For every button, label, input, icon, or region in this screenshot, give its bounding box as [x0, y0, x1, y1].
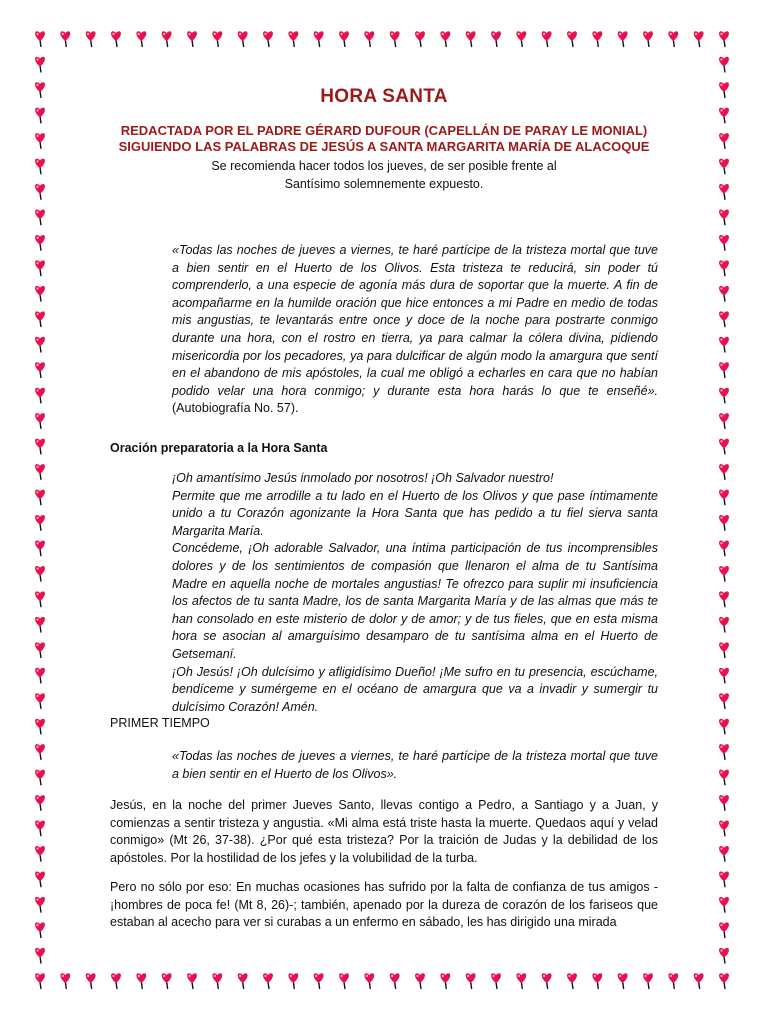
- body-paragraph-2: [110, 879, 658, 932]
- prayer-paragraph: Concédeme, ¡Oh adorable Salvador, una íntima participación de tus incomprensibles dolores y de los sentimientos de compasión que llenaron el alma de tu Santísima Madre en aquella noche de mortales angustias! Te ofrezco para suplir mi insuficiencia los afectos de tu santa Madre, los de santa Margarita María y de las almas que más te han consolado en este misterio de dolor y de amor; y de tus fieles, que en esta misma hora se asocian al amarguísimo desamparo de tu santísima alma en el Huerto de Getsemaní.: [172, 541, 658, 661]
- first-time-quote: [172, 748, 658, 783]
- intro-quote: [172, 242, 658, 418]
- preparatory-prayer: [172, 470, 658, 716]
- body-paragraph-1-text: Jesús, en la noche del primer Jueves Santo, llevas contigo a Pedro, a Santiago y a Juan, y comienzas a sentir tristeza y angustia. «Mi alma está triste hasta la muerte. Quedaos aquí y velad conmigo» (Mt 26, 37-38). ¿Por qué esta tristeza? Por la traición de Judas y la debilidad de los apóstoles. Por la hostilidad de los jefes y la volubilidad de la turba.: [110, 798, 658, 865]
- body-paragraph-1: [110, 797, 658, 867]
- first-time-quote-text: «Todas las noches de jueves a viernes, te haré partícipe de la tristeza mortal que tuve a bien sentir en el Huerto de los Olivos».: [172, 749, 658, 781]
- recommendation-line-1: Se recomienda hacer todos los jueves, de ser posible frente al: [211, 159, 557, 173]
- subtitle-line-1: REDACTADA POR EL PADRE GÉRARD DUFOUR (CAPELLÁN DE PARAY LE MONIAL): [120, 123, 648, 138]
- body-paragraph-2-text: Pero no sólo por eso: En muchas ocasiones has sufrido por la falta de confianza de tus amigos -¡hombres de poca fe! (Mt 8, 26)-; también, apenado por la dureza de corazón de los fariseos que estaban al acecho para ver si curabas a un enfermo en sábado, les has dirigido una mirada: [110, 880, 658, 930]
- prayer-paragraph: ¡Oh amantísimo Jesús inmolado por nosotros! ¡Oh Salvador nuestro!: [172, 471, 554, 485]
- intro-quote-text: «Todas las noches de jueves a viernes, te haré partícipe de la tristeza mortal que tuve a bien sentir en el Huerto de los Olivos. Esta tristeza te reducirá, sin poder tú comprenderlo, a una especie de agonía más dura de soportar que la muerte. A fin de acompañarme en la humilde oración que hice entonces a mi Padre en medio de todas mis angustias, te levantarás entre once y doce de la noche para postrarte conmigo durante una hora, con el rostro en tierra, ya para calmar la cólera divina, pidiendo misericordia por los pecadores, ya para dulcificar de algún modo la amargura que sentí en el abandono de mis apóstoles, la cual me obligó a echarles en cara que no habían podido velar una hora conmigo; y durante esta hora harás lo que te enseñé».: [172, 243, 658, 398]
- page-title: HORA SANTA: [320, 86, 448, 107]
- intro-quote-source: (Autobiografía No. 57).: [172, 401, 299, 416]
- preparatory-prayer-heading: Oración preparatoria a la Hora Santa: [110, 441, 328, 455]
- subtitle-line-2: SIGUIENDO LAS PALABRAS DE JESÚS A SANTA MARGARITA MARÍA DE ALACOQUE: [118, 139, 650, 154]
- recommendation-line-2: Santísimo solemnemente expuesto.: [284, 177, 484, 191]
- first-time-heading: PRIMER TIEMPO: [110, 716, 210, 730]
- prayer-paragraph: ¡Oh Jesús! ¡Oh dulcísimo y afligidísimo Dueño! ¡Me sufro en tu presencia, escúchame, bendíceme y sumérgeme en el océano de amargura que va a invadir y sumergir tu dulcísimo Corazón! Amén.: [172, 664, 658, 714]
- prayer-paragraph: Permite que me arrodille a tu lado en el Huerto de los Olivos y que pase íntimamente unido a tu Corazón agonizante la Hora Santa que has pedido a tu fiel sierva santa Margarita María.: [172, 488, 658, 538]
